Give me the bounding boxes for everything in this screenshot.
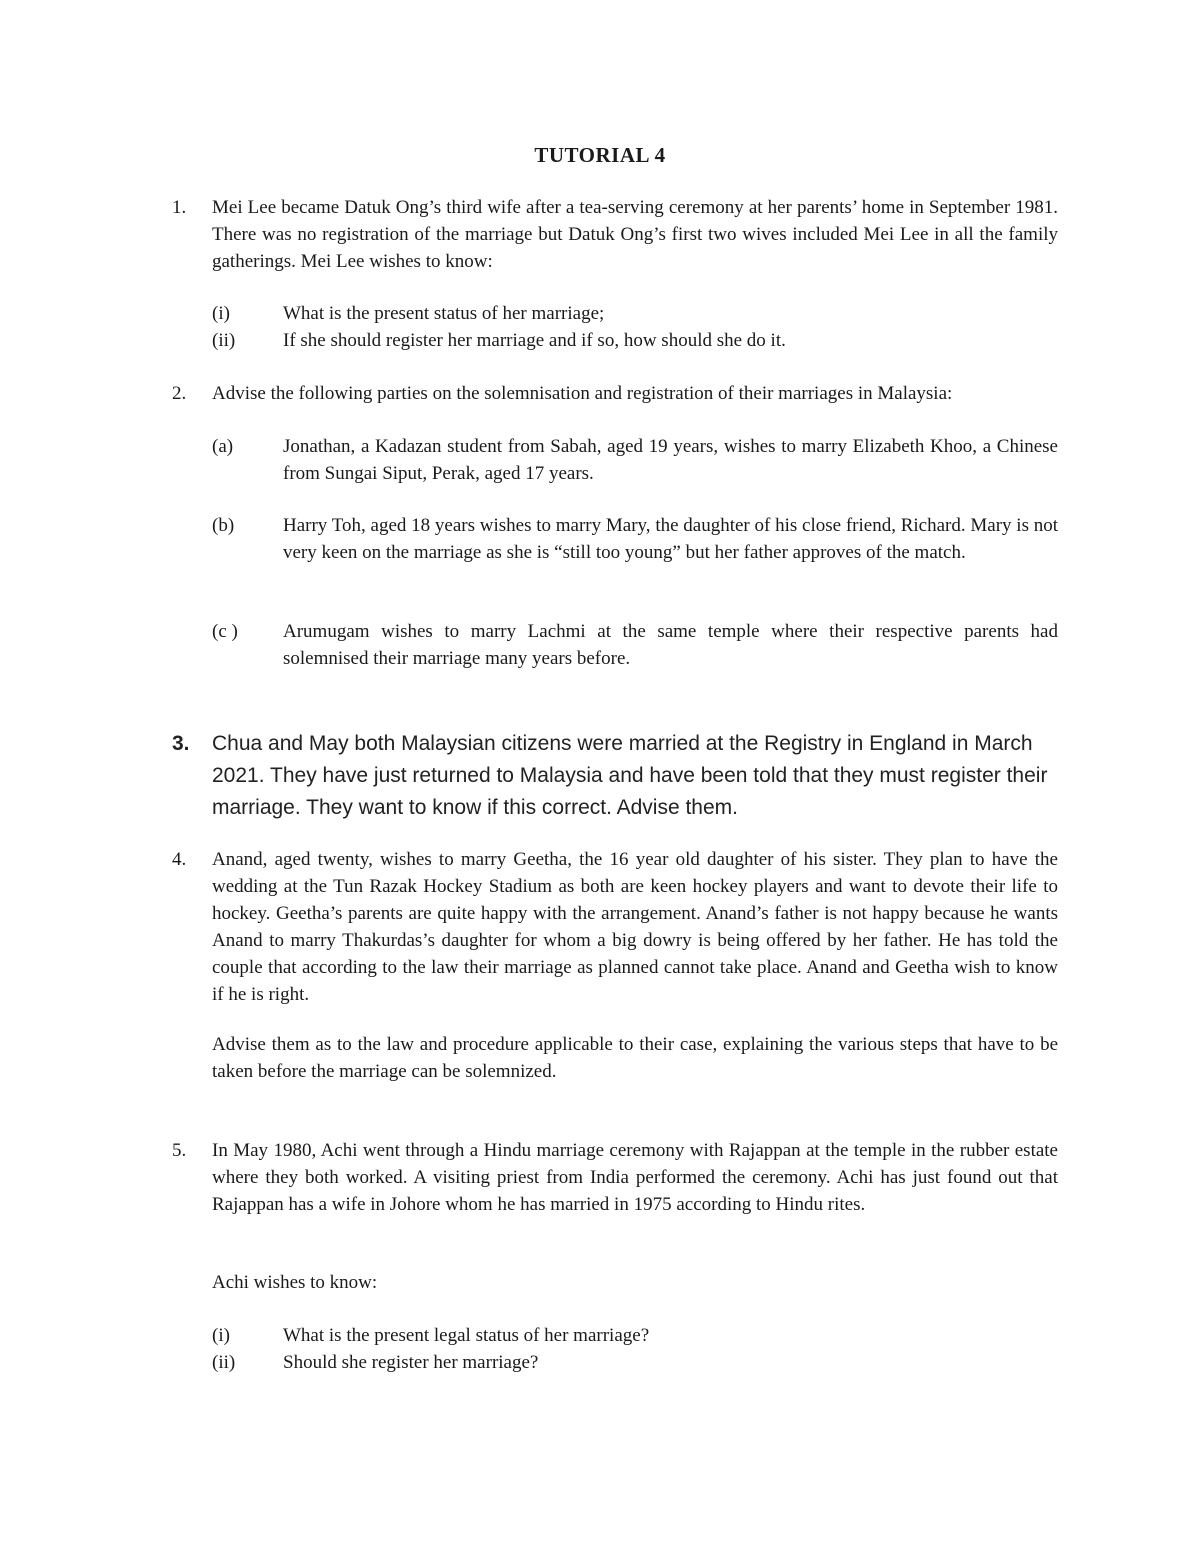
item-text: Jonathan, a Kadazan student from Sabah, aged 19 years, wishes to marry Elizabeth Khoo, a Chinese from Sungai Siput, Perak, aged 17 years.: [283, 436, 1058, 484]
question-number: 5.: [172, 1140, 187, 1161]
question-2: [172, 380, 1058, 407]
item-text: Arumugam wishes to marry Lachmi at the same temple where their respective parents had solemnised their marriage many years before.: [283, 621, 1058, 669]
item-text: What is the present status of her marriage;: [283, 303, 605, 324]
question-number: 3.: [172, 732, 190, 755]
item-label: (b): [212, 515, 235, 536]
question-2-item-a: [172, 433, 1058, 487]
item-label: (ii): [212, 1352, 236, 1373]
question-3: [172, 728, 1062, 824]
question-number: 1.: [172, 197, 187, 218]
item-label: (ii): [212, 330, 236, 351]
question-2-item-b: [172, 512, 1058, 566]
item-label: (a): [212, 436, 234, 457]
document-title: TUTORIAL 4: [534, 143, 666, 167]
question-1: [172, 194, 1058, 275]
lead-text: Achi wishes to know:: [212, 1272, 378, 1293]
question-5-lead: [172, 1269, 1058, 1296]
advice-text: Advise them as to the law and procedure applicable to their case, explaining the various steps that have to be taken before the marriage can be solemnized.: [212, 1034, 1058, 1082]
question-1-item-ii: [172, 327, 1058, 354]
question-text: Anand, aged twenty, wishes to marry Geetha, the 16 year old daughter of his sister. They plan to have the wedding at the Tun Razak Hockey Stadium as both are keen hockey players and want to devote their life to hockey. Geetha’s parents are quite happy with the arrangement. Anand’s father is not happy because he wants Anand to marry Thakurdas’s daughter for whom a big dowry is being offered by her father. He has told the couple that according to the law their marriage as planned cannot take place. Anand and Geetha wish to know if he is right.: [212, 849, 1058, 1005]
item-label: (c ): [212, 621, 238, 642]
question-5: [172, 1137, 1058, 1218]
item-label: (i): [212, 303, 230, 324]
question-1-item-i: [172, 300, 1058, 327]
question-number: 2.: [172, 383, 187, 404]
question-text: Mei Lee became Datuk Ong’s third wife after a tea-serving ceremony at her parents’ home in September 1981. There was no registration of the marriage but Datuk Ong’s first two wives included Mei Lee in all the family gatherings. Mei Lee wishes to know:: [212, 197, 1058, 272]
question-text: Chua and May both Malaysian citizens were married at the Registry in England in March 2021. They have just returned to Malaysia and have been told that they must register their marriage. They want to know if this correct. Advise them.: [212, 732, 1048, 819]
question-5-item-i: [172, 1322, 1058, 1349]
question-text: In May 1980, Achi went through a Hindu marriage ceremony with Rajappan at the temple in the rubber estate where they both worked. A visiting priest from India performed the ceremony. Achi has just found out that Rajappan has a wife in Johore whom he has married in 1975 according to Hindu rites.: [212, 1140, 1058, 1215]
item-label: (i): [212, 1325, 230, 1346]
question-4: [172, 846, 1058, 1008]
question-text: Advise the following parties on the solemnisation and registration of their marriages in Malaysia:: [212, 383, 953, 404]
question-5-item-ii: [172, 1349, 1058, 1376]
question-2-item-c: [172, 618, 1058, 672]
question-number: 4.: [172, 849, 187, 870]
item-text: What is the present legal status of her marriage?: [283, 1325, 650, 1346]
item-text: If she should register her marriage and if so, how should she do it.: [283, 330, 786, 351]
item-text: Should she register her marriage?: [283, 1352, 539, 1373]
question-4-advice: [172, 1031, 1058, 1085]
item-text: Harry Toh, aged 18 years wishes to marry Mary, the daughter of his close friend, Richard. Mary is not very keen on the marriage as she is “still too young” but her father approves of the match.: [283, 515, 1058, 563]
